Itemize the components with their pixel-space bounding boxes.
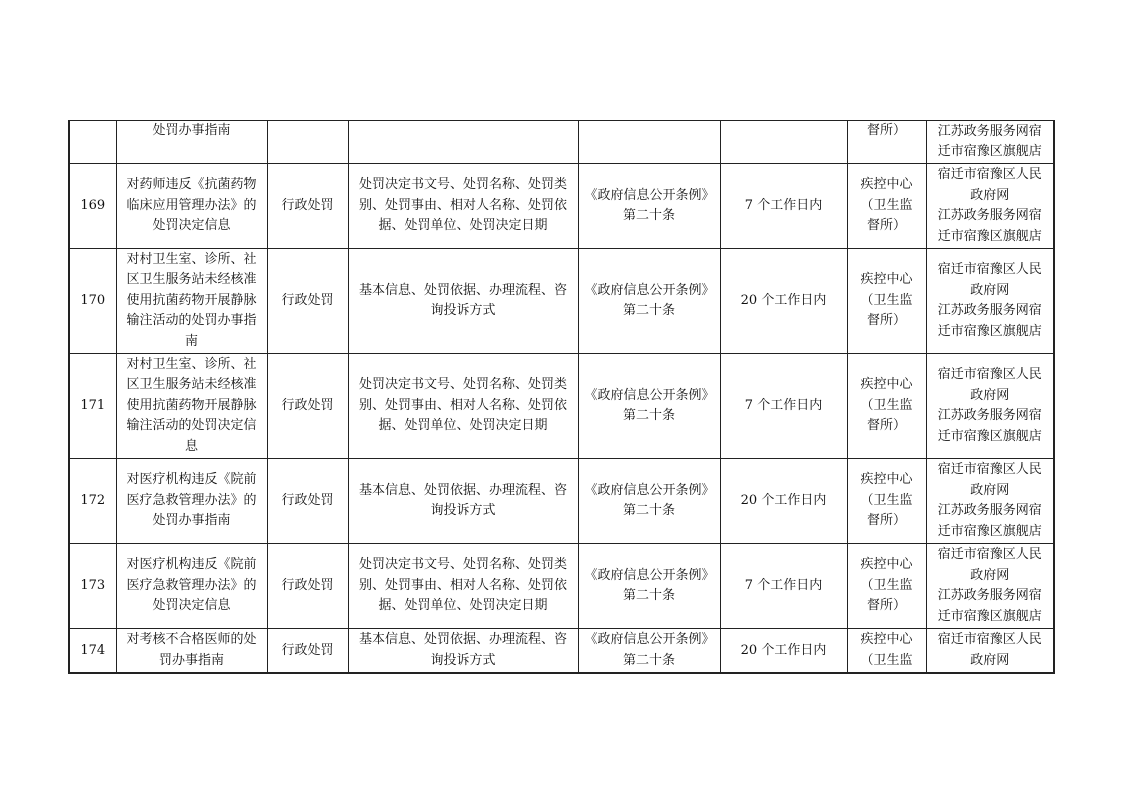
- table-row: [69, 249, 1054, 354]
- cell-time-limit: 20 个工作日内: [720, 629, 847, 674]
- cell-subject: 对村卫生室、诊所、社 区卫生服务站未经核准 使用抗菌药物开展静脉 输注活动的处罚办事指 南: [116, 249, 267, 354]
- cell-channel: 宿迁市宿豫区人民 政府网 江苏政务服务网宿 迁市宿豫区旗舰店: [926, 544, 1054, 629]
- cell-time-limit: 7 个工作日内: [720, 164, 847, 249]
- cell-category: [267, 121, 348, 164]
- cell-time-limit: [720, 121, 847, 164]
- table-row: [69, 354, 1054, 459]
- table-row: [69, 164, 1054, 249]
- cell-category: 行政处罚: [267, 249, 348, 354]
- cell-content: 处罚决定书文号、处罚名称、处罚类 别、处罚事由、相对人名称、处罚依 据、处罚单位、处罚决定日期: [348, 544, 578, 629]
- cell-channel: 宿迁市宿豫区人民 政府网: [926, 629, 1054, 674]
- cell-department: 疾控中心 （卫生监: [847, 629, 926, 674]
- cell-channel: 江苏政务服务网宿 迁市宿豫区旗舰店: [926, 121, 1054, 164]
- cell-no: 169: [69, 164, 116, 249]
- cell-department: 疾控中心 （卫生监 督所）: [847, 164, 926, 249]
- table-row: [69, 459, 1054, 544]
- cell-category: 行政处罚: [267, 354, 348, 459]
- cell-time-limit: 7 个工作日内: [720, 354, 847, 459]
- cell-no: 170: [69, 249, 116, 354]
- cell-channel: 宿迁市宿豫区人民 政府网 江苏政务服务网宿 迁市宿豫区旗舰店: [926, 354, 1054, 459]
- cell-category: 行政处罚: [267, 629, 348, 674]
- table-row: [69, 629, 1054, 674]
- disclosure-table: [68, 120, 1055, 674]
- cell-no: 172: [69, 459, 116, 544]
- cell-basis: 《政府信息公开条例》 第二十条: [578, 249, 720, 354]
- cell-basis: 《政府信息公开条例》 第二十条: [578, 629, 720, 674]
- cell-subject: 处罚办事指南: [116, 121, 267, 164]
- cell-no: 171: [69, 354, 116, 459]
- cell-time-limit: 20 个工作日内: [720, 459, 847, 544]
- cell-time-limit: 20 个工作日内: [720, 249, 847, 354]
- cell-no: 174: [69, 629, 116, 674]
- cell-basis: 《政府信息公开条例》 第二十条: [578, 354, 720, 459]
- cell-basis: 《政府信息公开条例》 第二十条: [578, 459, 720, 544]
- cell-subject: 对药师违反《抗菌药物 临床应用管理办法》的 处罚决定信息: [116, 164, 267, 249]
- cell-category: 行政处罚: [267, 164, 348, 249]
- cell-channel: 宿迁市宿豫区人民 政府网 江苏政务服务网宿 迁市宿豫区旗舰店: [926, 164, 1054, 249]
- cell-category: 行政处罚: [267, 459, 348, 544]
- cell-basis: 《政府信息公开条例》 第二十条: [578, 544, 720, 629]
- cell-department: 疾控中心 （卫生监 督所）: [847, 459, 926, 544]
- cell-no: 173: [69, 544, 116, 629]
- cell-content: 基本信息、处罚依据、办理流程、咨 询投诉方式: [348, 249, 578, 354]
- cell-channel: 宿迁市宿豫区人民 政府网 江苏政务服务网宿 迁市宿豫区旗舰店: [926, 249, 1054, 354]
- cell-subject: 对村卫生室、诊所、社 区卫生服务站未经核准 使用抗菌药物开展静脉 输注活动的处罚决定信 息: [116, 354, 267, 459]
- cell-content: 处罚决定书文号、处罚名称、处罚类 别、处罚事由、相对人名称、处罚依 据、处罚单位、处罚决定日期: [348, 164, 578, 249]
- cell-subject: 对医疗机构违反《院前 医疗急救管理办法》的 处罚办事指南: [116, 459, 267, 544]
- cell-content: 处罚决定书文号、处罚名称、处罚类 别、处罚事由、相对人名称、处罚依 据、处罚单位、处罚决定日期: [348, 354, 578, 459]
- cell-no: [69, 121, 116, 164]
- cell-department: 疾控中心 （卫生监 督所）: [847, 544, 926, 629]
- table-row: [69, 544, 1054, 629]
- cell-department: 督所）: [847, 121, 926, 164]
- cell-subject: 对考核不合格医师的处 罚办事指南: [116, 629, 267, 674]
- cell-channel: 宿迁市宿豫区人民 政府网 江苏政务服务网宿 迁市宿豫区旗舰店: [926, 459, 1054, 544]
- cell-category: 行政处罚: [267, 544, 348, 629]
- cell-subject: 对医疗机构违反《院前 医疗急救管理办法》的 处罚决定信息: [116, 544, 267, 629]
- cell-department: 疾控中心 （卫生监 督所）: [847, 249, 926, 354]
- cell-time-limit: 7 个工作日内: [720, 544, 847, 629]
- cell-basis: [578, 121, 720, 164]
- cell-content: 基本信息、处罚依据、办理流程、咨 询投诉方式: [348, 629, 578, 674]
- cell-content: [348, 121, 578, 164]
- table-row-continued: [69, 121, 1054, 164]
- cell-department: 疾控中心 （卫生监 督所）: [847, 354, 926, 459]
- cell-basis: 《政府信息公开条例》 第二十条: [578, 164, 720, 249]
- cell-content: 基本信息、处罚依据、办理流程、咨 询投诉方式: [348, 459, 578, 544]
